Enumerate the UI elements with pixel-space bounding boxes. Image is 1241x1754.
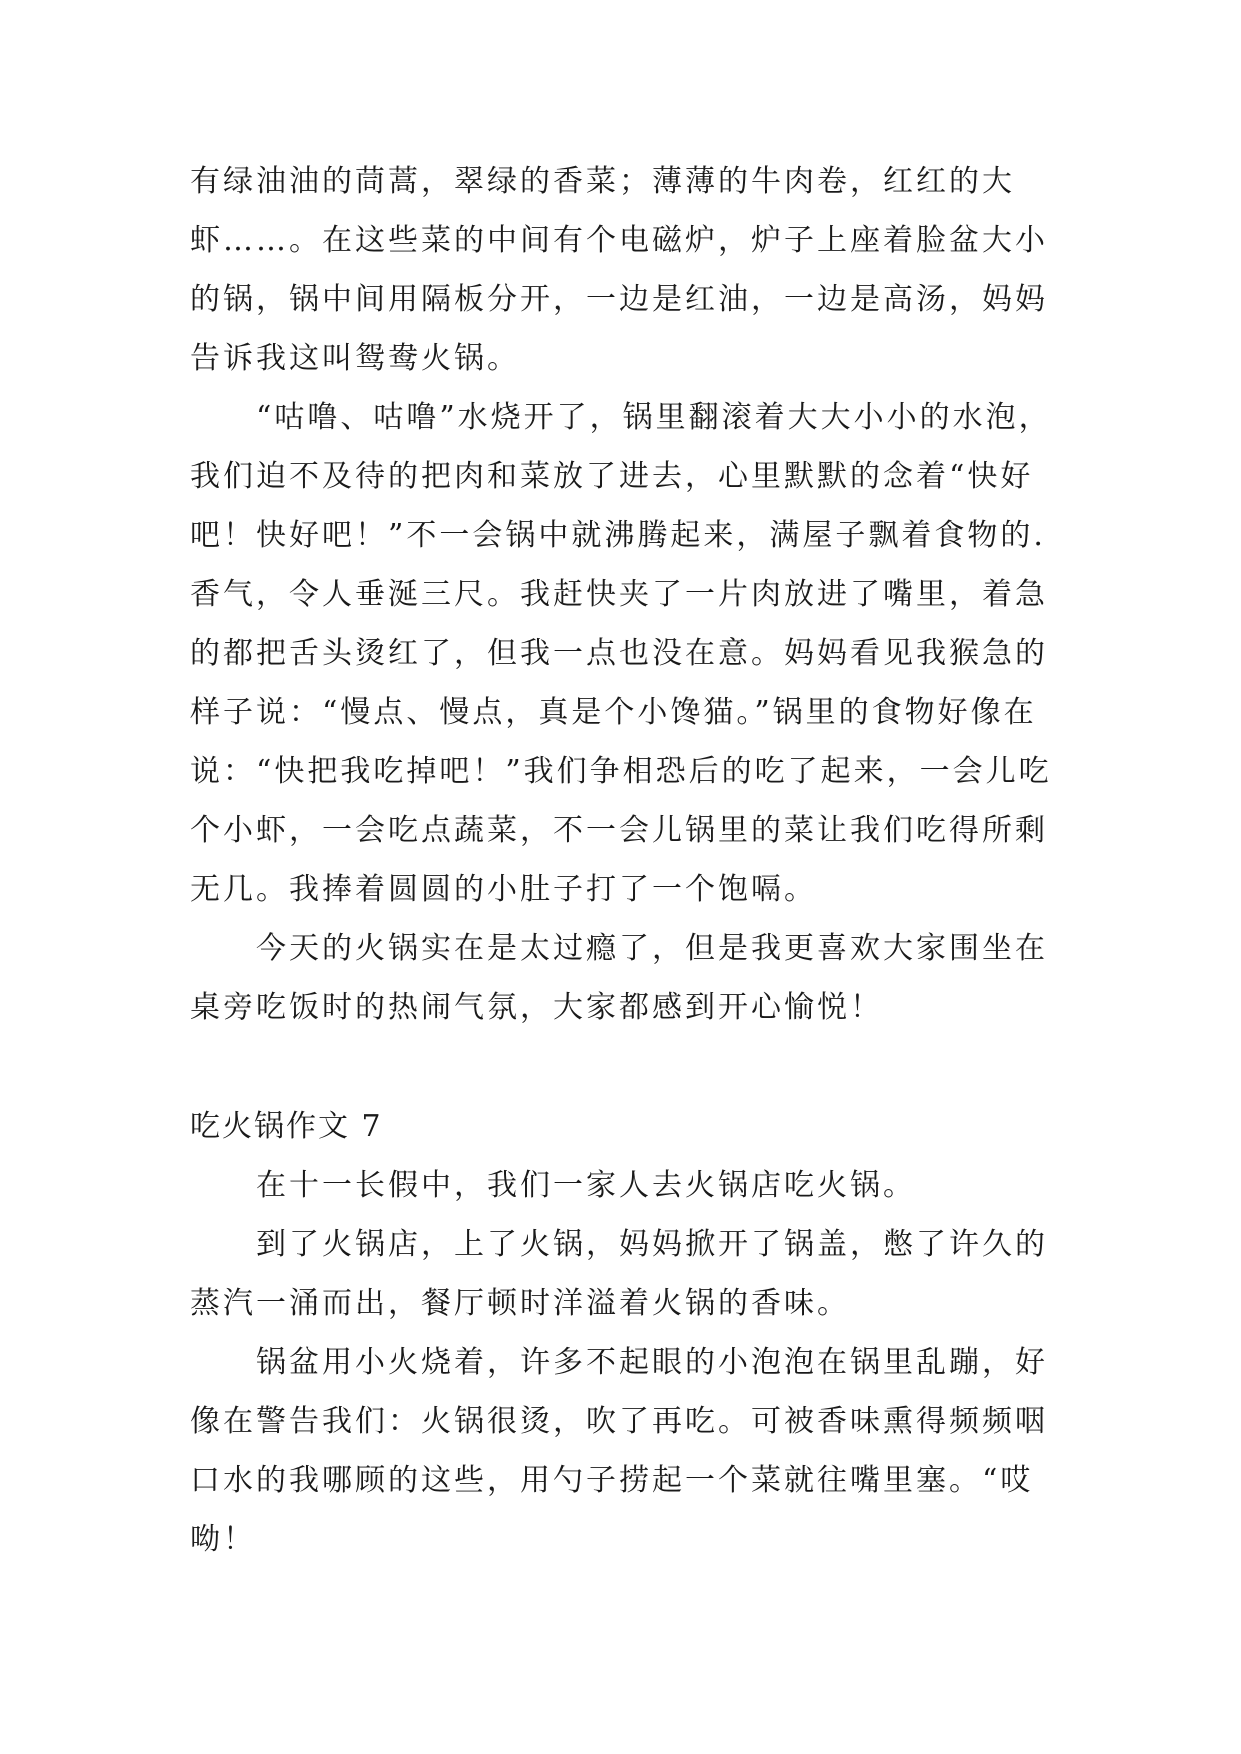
text-line: 有绿油油的茼蒿，翠绿的香菜；薄薄的牛肉卷，红红的大 [190,164,1015,199]
text-line: 香气，令人垂涎三尺。我赶快夹了一片肉放进了嘴里，着急 [190,577,1048,612]
section-gap [190,1037,1050,1097]
text-line: 告诉我这叫鸳鸯火锅。 [190,341,520,376]
text-line: 的都把舌头烫红了，但我一点也没在意。妈妈看见我猴急的 [190,636,1048,671]
text-line: 样子说：“慢点、慢点，真是个小馋猫。”锅里的食物好像在 [190,695,1037,730]
paragraph-first-line: 锅盆用小火烧着，许多不起眼的小泡泡在锅里乱蹦，好 [256,1345,1048,1380]
text-line: 说：“快把我吃掉吧！”我们争相恐后的吃了起来，一会儿吃 [190,754,1052,789]
text-line: 无几。我捧着圆圆的小肚子打了一个饱嗝。 [190,872,817,907]
text-line: 蒸汽一涌而出，餐厅顿时洋溢着火锅的香味。 [190,1286,850,1321]
text-line: 吧！快好吧！”不一会锅中就沸腾起来，满屋子飘着食物的. [190,518,1046,553]
paragraph-first-line: 到了火锅店，上了火锅，妈妈掀开了锅盖，憋了许久的 [256,1227,1048,1262]
document-page [190,152,1050,1569]
text-line: 个小虾，一会吃点蔬菜，不一会儿锅里的菜让我们吃得所剩 [190,813,1048,848]
text-line: 虾……。在这些菜的中间有个电磁炉，炉子上座着脸盆大小 [190,223,1048,258]
paragraph-first-line: 今天的火锅实在是太过瘾了，但是我更喜欢大家围坐在 [256,931,1048,966]
text-line: 桌旁吃饭时的热闹气氛，大家都感到开心愉悦！ [190,990,883,1025]
text-line: 的锅，锅中间用隔板分开，一边是红油，一边是高汤，妈妈 [190,282,1048,317]
text-line: 我们迫不及待的把肉和菜放了进去，心里默默的念着“快好 [190,459,1034,494]
paragraph-first-line: “咕噜、咕噜”水烧开了，锅里翻滚着大大小小的水泡， [256,400,1052,435]
text-line: 呦！ [190,1522,256,1557]
paragraph-first-line: 在十一长假中，我们一家人去火锅店吃火锅。 [256,1168,916,1203]
text-line: 像在警告我们：火锅很烫，吹了再吃。可被香味熏得频频咽 [190,1404,1048,1439]
text-line: 口水的我哪顾的这些，用勺子捞起一个菜就往嘴里塞。“哎 [190,1463,1034,1498]
section-heading: 吃火锅作文 7 [190,1109,383,1144]
